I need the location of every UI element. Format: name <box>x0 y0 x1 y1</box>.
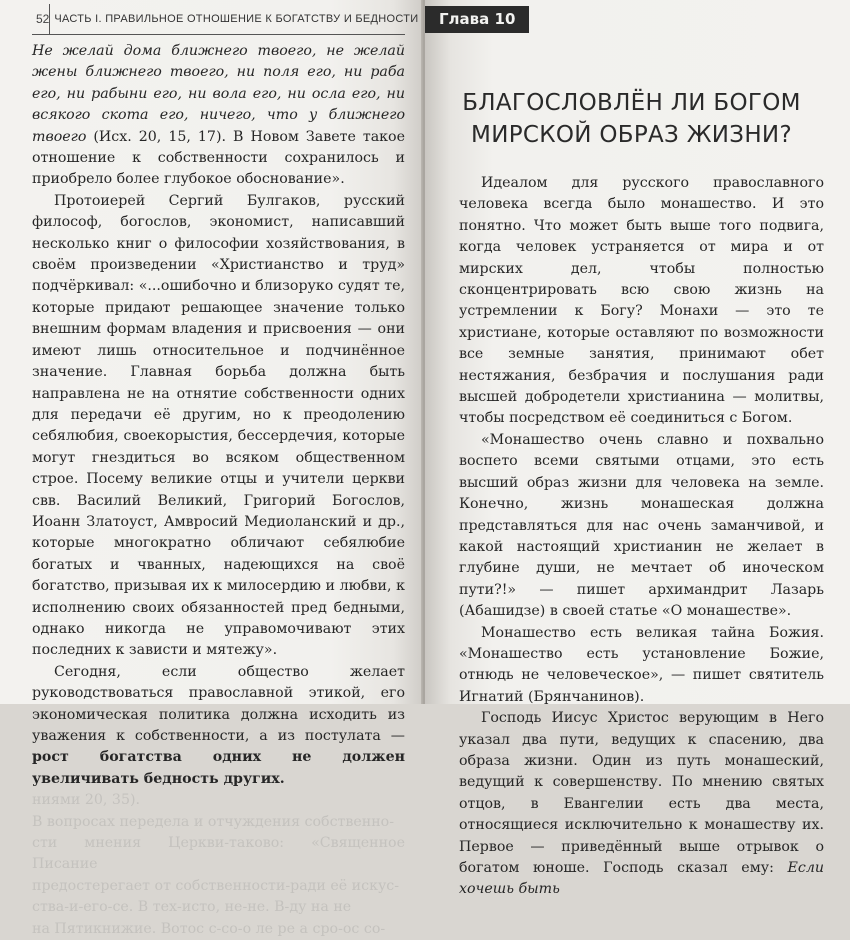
ghost-line: В вопросах передела и отчуждения собственно- <box>32 813 394 830</box>
conclusion-paragraph <box>32 662 405 790</box>
running-head <box>32 4 419 35</box>
chapter-title-line: БЛАГОСЛОВЛЁН ЛИ БОГОМ <box>462 90 801 116</box>
right-body-text <box>439 173 824 901</box>
right-page <box>425 0 850 898</box>
quote-reference: (Исх. 20, 15, 17). В Новом Завете такое отношение к собственности сохранилось и приобрело более глубокое обоснование». <box>32 128 405 188</box>
bible-quote: Не желай дома ближнего твоего, не желай жены ближнего твоего, ни поля его, ни раба его, ни рабыни его, ни вола его, ни осла его, ни всякого скота его, ничего, что у ближнего твоего <box>32 43 405 145</box>
lazar-quote-paragraph: «Монашество очень славно и похвально воспето всеми святыми отцами, это есть высший образ жизни для человека на земле. Конечно, жизнь монашеская должна представляться для нас очень заманчивой, и какой настоящий христианин не желает в глубине души, не мечтает об иноческом пути?!» — пишет архимандрит Лазарь (Абашидзе) в своей статье «О монашестве». <box>459 431 824 620</box>
part-title: ЧАСТЬ I. ПРАВИЛЬНОЕ ОТНОШЕНИЕ К БОГАТСТВУ И БЕДНОСТИ <box>49 4 418 34</box>
chapter-title-line: МИРСКОЙ ОБРАЗ ЖИЗНИ? <box>471 122 792 148</box>
left-body-text <box>32 41 405 940</box>
conclusion-bold: рост богатства одних не должен увеличивать бедность других. <box>32 749 405 787</box>
two-paths-italic: Если хочешь быть <box>459 860 824 898</box>
monasticism-ideal-paragraph: Идеалом для русского православного человека всегда было монашество. И это понятно. Что может быть выше того подвига, когда человек устраняется от мира и от мирских дел, чтобы полностью сконцентрировать всю свою жизнь на устремлении к Богу? Монахи — это те христиане, которые оставляют по возможности все земные занятия, принимают обет нестяжания, безбрачия и послушания ради высшей добродетели христианина — молитвы, чтобы посредством её соединиться с Богом. <box>459 175 824 427</box>
show-through-text <box>32 790 405 940</box>
ghost-line: на Пятикнижие. Вотос с-со-о ле ре а сро-ос со- <box>32 920 386 937</box>
ghost-line: сти мнения Церкви-таково: «Священное Писание <box>32 835 405 873</box>
chapter-title <box>439 87 824 151</box>
quote-paragraph <box>32 41 405 191</box>
ignatius-paragraph: Монашество есть великая тайна Божия. «Монашество есть установление Божие, отнюдь не человеческое», — пишет святитель Игнатий (Брянчанинов). <box>459 624 824 705</box>
page-number: 52 <box>36 12 50 26</box>
ghost-line: ства-и-его-се. В тех-исто, не-не. В-ду на не <box>32 899 352 916</box>
ghost-line: предостерегает от собственности-ради её искус- <box>32 877 400 894</box>
conclusion-text: Сегодня, если общество желает руководствоваться православной этикой, его экономическая политика должна исходить из уважения к собственности, а из постулата — <box>32 663 405 744</box>
chapter-label: Глава 10 <box>425 6 529 33</box>
left-page <box>0 0 423 937</box>
ghost-line: ниями 20, 35). <box>32 792 141 809</box>
two-paths-text: Господь Иисус Христос верующим в Него указал два пути, ведущих к спасению, два образа жизни. Один из путь монашеский, ведущий к совершенству. По мнению святых отцов, в Евангелии есть два места, относящиеся исключительно к монашеству их. Первое — приведённый выше отрывок о богатом юноше. Господь сказал ему: <box>459 710 824 876</box>
bulgakov-paragraph: Протоиерей Сергий Булгаков, русский философ, богослов, экономист, написавший несколько книг о философии хозяйствования, в своём произведении «Христианство и труд» подчёркивал: «...ошибочно и близоруко судят те, которые придают решающее значение только внешним формам владения и присвоения — они имеют лишь относительное и подчинённое значение. Главная борьба должна быть направлена не на отнятие собственности одних для передачи её другим, но к преодолению себялюбия, своекорыстия, бессердечия, которые могут гнездиться во всяком общественном строе. Посему великие отцы и учители церкви свв. Василий Великий, Григорий Богослов, Иоанн Златоуст, Амвросий Медиоланский и др., которые многократно обличают себялюбие богатых и чванных, надеющихся на своё богатство, призывая их к милосердию и любви, к исполнению своих обязанностей пред бедными, однако никогда не управомочивают этих последних к зависти и мятежу». <box>32 192 405 659</box>
two-paths-paragraph <box>459 708 824 901</box>
